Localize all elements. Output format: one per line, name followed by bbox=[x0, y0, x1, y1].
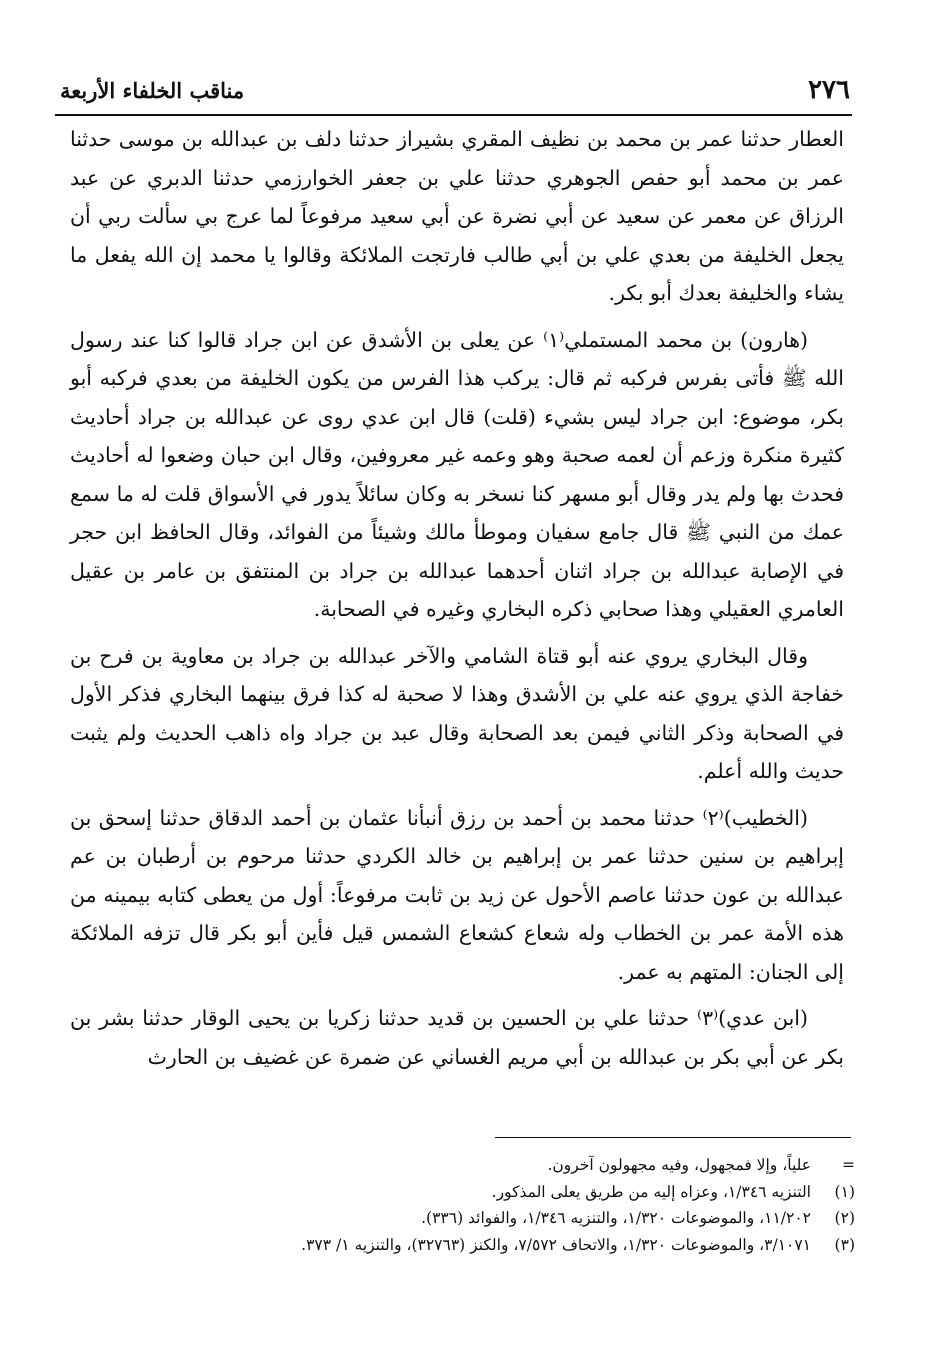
footnote bbox=[60, 1179, 855, 1206]
page-number: ٢٧٦ bbox=[808, 75, 850, 105]
footnote-mark: = bbox=[842, 1156, 855, 1174]
footnote-text: علياً، وإلا فمجهول، وفيه مجهولون آخرون. bbox=[547, 1156, 811, 1174]
footnote-mark: (١) bbox=[834, 1182, 855, 1201]
paragraph: العطار حدثنا عمر بن محمد بن نظيف المقري بشيراز حدثنا دلف بن عبدالله بن موسى حدثنا عمر بن محمد أبو حفص الجوهري حدثنا علي بن جعفر الخوارزمي حدثنا الدبري عن عبد الرزاق عن معمر عن سعيد عن أبي نضرة عن أبي سعيد مرفوعاً لما عرج بي سألت ربي أن يجعل الخليفة من بعدي علي بن أبي طالب فارتجت الملائكة وقالوا يا محمد إن الله يفعل ما يشاء والخليفة بعدك أبو بكر. bbox=[70, 127, 844, 305]
footnote-text: ٣/١٠٧١، والموضوعات ١/٣٢٠، والاتحاف ٧/٥٧٢، والكنز (٣٢٧٦٣)، والتنزيه ١/ ٣٧٣. bbox=[301, 1235, 811, 1254]
page-header bbox=[60, 70, 850, 110]
footnote bbox=[60, 1205, 855, 1232]
paragraph: وقال البخاري يروي عنه أبو قتاة الشامي والآخر عبدالله بن جراد بن معاوية بن فرح بن خفاجة الذي يروي عنه علي بن الأشدق وهذا لا صحبة له كذا فرق بينهما البخاري فذكر الأول في الصحابة وذكر الثاني فيمن بعد الصحابة وقال عبد بن جراد واه ذاهب الحديث ولم يثبت حديث والله أعلم. bbox=[70, 643, 844, 783]
paragraph: (ابن عدي)⁽٣⁾ حدثنا علي بن الحسين بن قديد حدثنا زكريا بن يحيى الوقار حدثنا بشر بن بكر عن أبي بكر بن عبدالله بن أبي مريم الغساني عن ضمرة عن غضيف بن الحارث bbox=[70, 1006, 844, 1069]
footnote-text: ١١/٢٠٢، والموضوعات ١/٣٢٠، والتنزيه ١/٣٤٦، والفوائد (٣٣٦). bbox=[421, 1209, 811, 1227]
paragraph: (الخطيب)⁽٢⁾ حدثنا محمد بن أحمد بن رزق أنبأنا عثمان بن أحمد الدقاق حدثنا إسحق بن إبراهيم بن سنين حدثنا عمر بن إبراهيم بن خالد الكردي حدثنا مرحوم بن أرطبان بن عم عبدالله بن عون حدثنا عاصم الأحول عن زيد بن ثابت مرفوعاً: أول من يعطى كتابه بيمينه من هذه الأمة عمر بن الخطاب وله شعاع كشعاع الشمس قيل فأين أبو بكر قال تزفه الملائكة إلى الجنان: المتهم به عمر. bbox=[70, 805, 844, 984]
footnote-text: التنزيه ١/٣٤٦، وعزاه إليه من طريق يعلى المذكور. bbox=[491, 1182, 811, 1201]
footnote bbox=[60, 1152, 855, 1179]
footnote bbox=[60, 1232, 855, 1259]
header-rule bbox=[55, 114, 852, 116]
footnote-mark: (٢) bbox=[834, 1209, 855, 1227]
paragraph: (هارون) بن محمد المستملي⁽١⁾ عن يعلى بن الأشدق عن ابن جراد قالوا كنا عند رسول الله ﷺ فأتى بفرس فركبه ثم قال: يركب هذا الفرس من يكون الخليفة من بعدي فركبه أبو بكر، موضوع: ابن جراد ليس بشيء (قلت) قال ابن عدي روى عن عبدالله بن جراد أحاديث كثيرة منكرة وزعم أن لعمه صحبة وهو وعمه غير معروفين، وقال ابن حبان وضعوا له أحاديث فحدث بها ولم يدر وقال أبو مسهر كنا نسخر به وكان سائلاً يدور في الأسواق قلت له ما سمع عمك من النبي ﷺ قال جامع سفيان وموطأ مالك وشيئاً من الفوائد، وقال الحافظ ابن حجر في الإصابة عبدالله بن جراد اثنان أحدهما عبدالله بن جراد بن المنتفق بن عامر بن عقيل العامري العقيلي وهذا صحابي ذكره البخاري وغيره في الصحابة. bbox=[70, 327, 844, 621]
footnotes bbox=[60, 1152, 855, 1258]
footnote-rule bbox=[495, 1137, 851, 1138]
footnote-mark: (٣) bbox=[834, 1235, 855, 1254]
running-title: مناقب الخلفاء الأربعة bbox=[60, 77, 245, 103]
body-text bbox=[70, 120, 844, 1076]
